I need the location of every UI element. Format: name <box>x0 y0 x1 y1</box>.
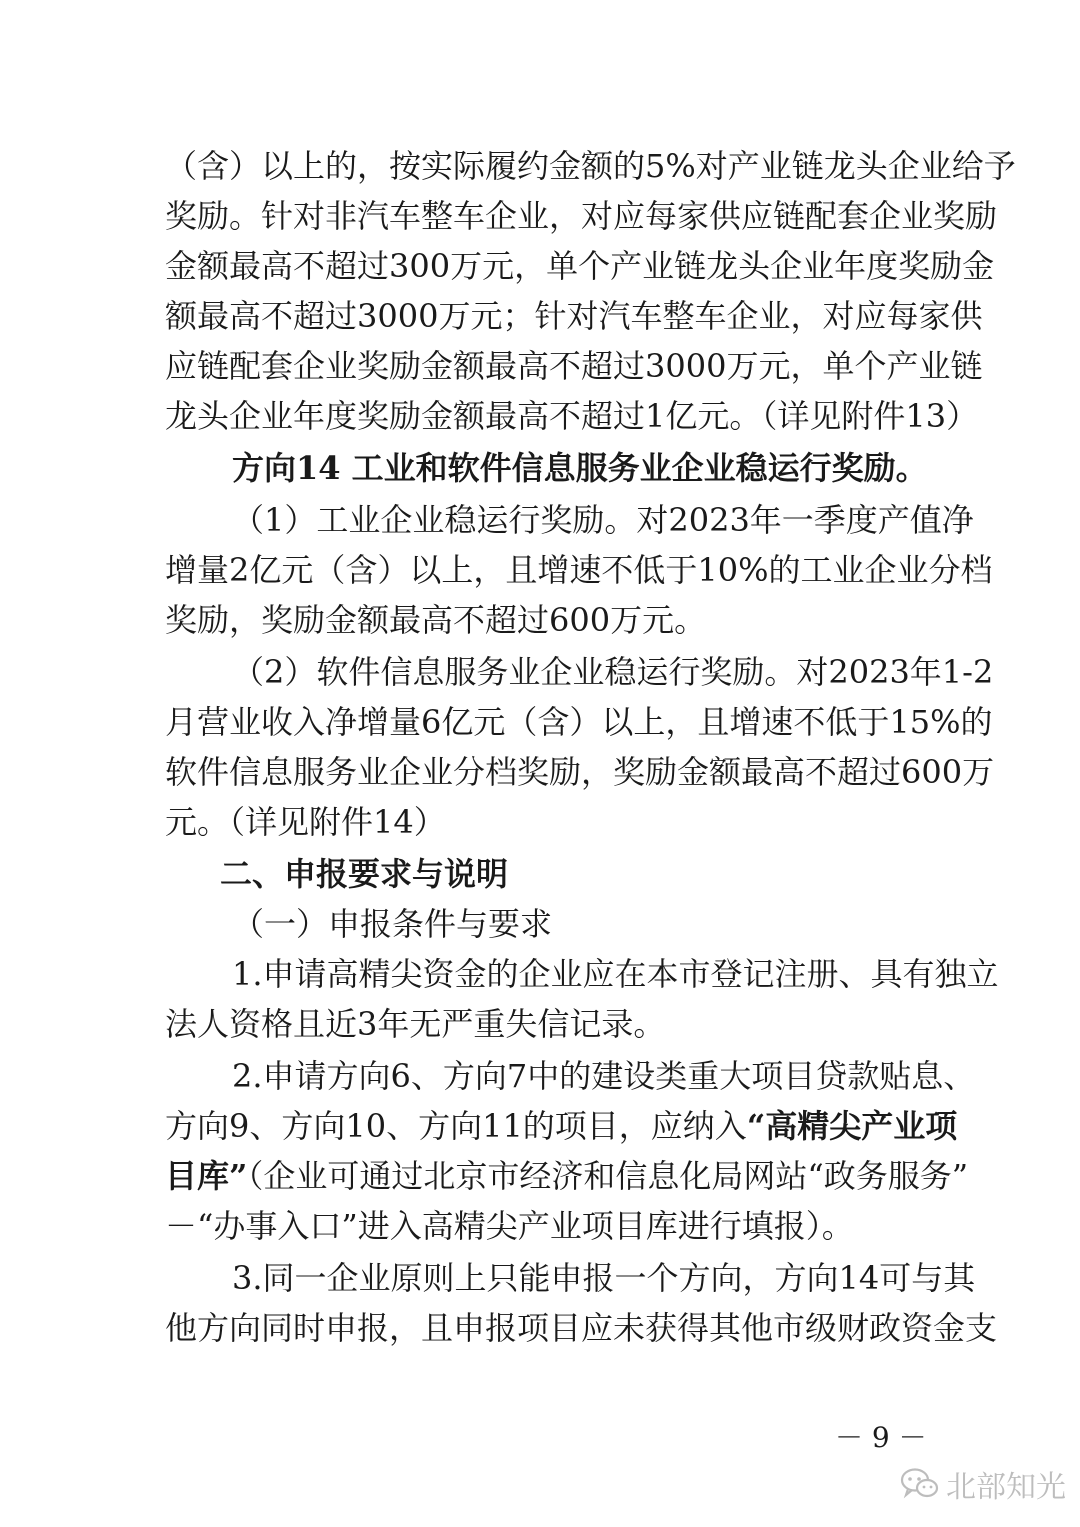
body-text-line: 奖励，奖励金额最高不超过600万元。 <box>165 601 707 639</box>
body-text-fragment: （企业可通过北京市经济和信息化局网站“政务服务” <box>247 1157 969 1195</box>
body-text-fragment: 方向9、方向10、方向11的项目，应纳入 <box>165 1107 747 1145</box>
body-text-line: 法人资格且近3年无严重失信记录。 <box>165 1005 666 1043</box>
section-heading-requirements: 二、申报要求与说明 <box>220 855 509 893</box>
body-text-line: 增量2亿元（含）以上，且增速不低于10%的工业企业分档 <box>165 551 993 589</box>
body-text-line: 金额最高不超过300万元，单个产业链龙头企业年度奖励金 <box>165 247 995 285</box>
wechat-icon <box>900 1466 940 1502</box>
body-text-line: 月营业收入净增量6亿元（含）以上，且增速不低于15%的 <box>165 703 993 741</box>
body-text-line: （1）工业企业稳运行奖励。对2023年一季度产值净 <box>232 501 974 539</box>
body-text-line: （含）以上的，按实际履约金额的5%对产业链龙头企业给予 <box>165 147 1016 185</box>
body-text-line: 3.同一企业原则上只能申报一个方向，方向14可与其 <box>232 1259 976 1297</box>
subsection-heading: （一）申报条件与要求 <box>232 905 553 943</box>
body-text-line: 他方向同时申报，且申报项目应未获得其他市级财政资金支 <box>165 1309 998 1347</box>
body-text-line: 元。（详见附件14） <box>165 803 446 841</box>
body-text-line: 龙头企业年度奖励金额最高不超过1亿元。（详见附件13） <box>165 397 979 435</box>
body-text-line: （2）软件信息服务业企业稳运行奖励。对2023年1-2 <box>232 653 994 691</box>
body-text-line <box>165 1156 969 1196</box>
body-text-line: 2.申请方向6、方向7中的建设类重大项目贷款贴息、 <box>232 1057 976 1095</box>
bold-text-fragment: 目库” <box>165 1157 248 1195</box>
body-text-line-mixed <box>165 1106 958 1146</box>
watermark-text: 北部知光 <box>946 1470 1066 1505</box>
body-text-line: 奖励。针对非汽车整车企业，对应每家供应链配套企业奖励 <box>165 197 998 235</box>
body-text-line: 1.申请高精尖资金的企业应在本市登记注册、具有独立 <box>232 955 999 993</box>
bold-text-fragment: “高精尖产业项 <box>746 1107 958 1145</box>
body-text-line: 软件信息服务业企业分档奖励，奖励金额最高不超过600万 <box>165 753 995 791</box>
body-text-line: 额最高不超过3000万元；针对汽车整车企业，对应每家供 <box>165 297 983 335</box>
body-text-line: －“办事入口”进入高精尖产业项目库进行填报）。 <box>165 1207 854 1245</box>
section-heading-direction-14: 方向14 工业和软件信息服务业企业稳运行奖励。 <box>232 449 928 487</box>
body-text-line: 应链配套企业奖励金额最高不超过3000万元，单个产业链 <box>165 347 983 385</box>
watermark <box>900 1462 1066 1506</box>
page-number: － 9 － <box>835 1421 927 1454</box>
